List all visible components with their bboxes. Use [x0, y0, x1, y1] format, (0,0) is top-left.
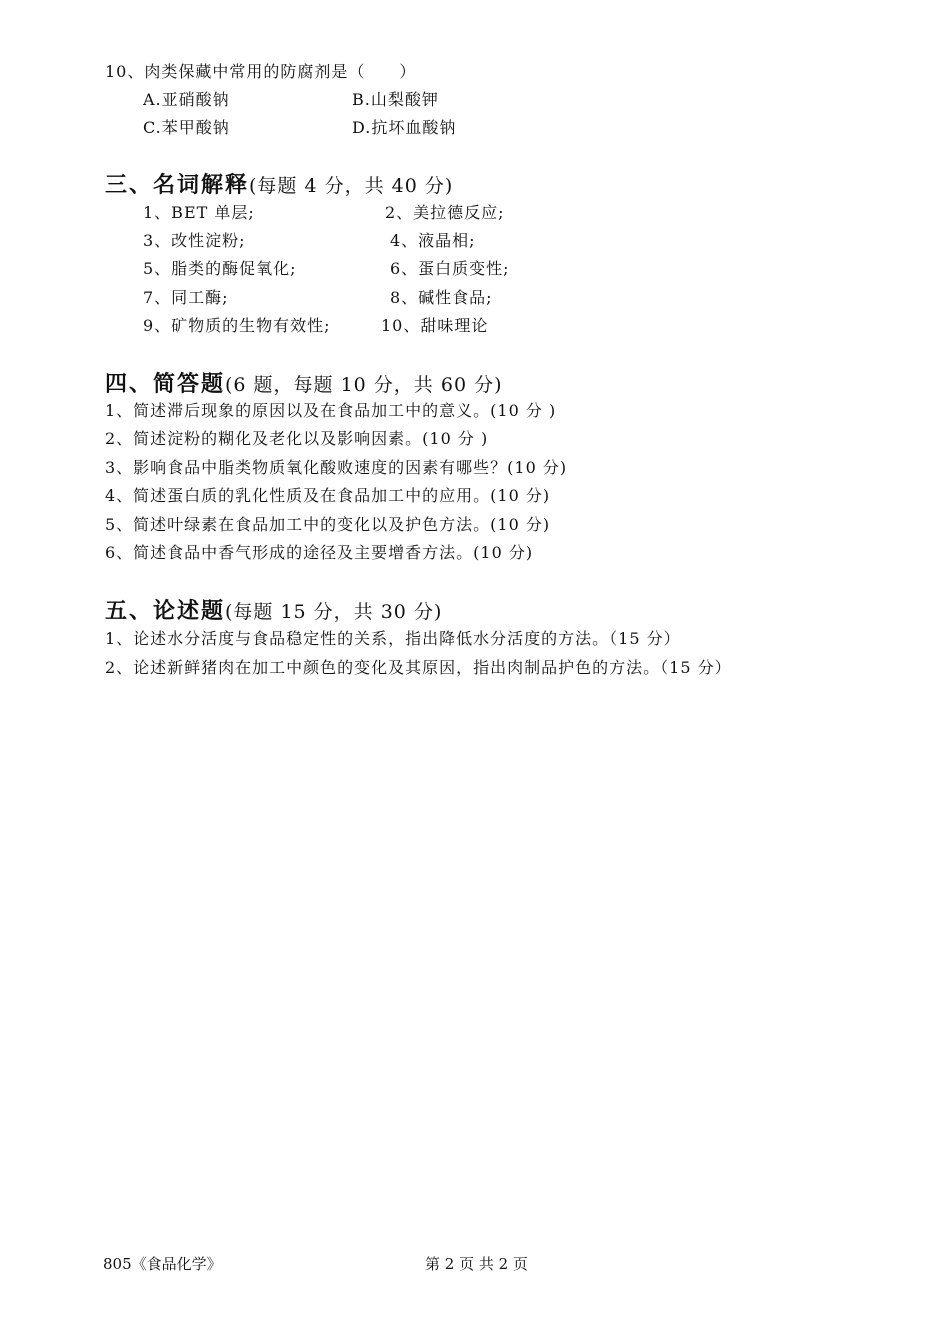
q10-option-a: A.亚硝酸钠: [143, 90, 230, 109]
short-question-5: 5、简述叶绿素在食品加工中的变化以及护色方法。(10 分): [105, 515, 551, 534]
term-4: 4、液晶相;: [390, 231, 476, 250]
short-question-1: 1、简述滞后现象的原因以及在食品加工中的意义。(10 分 ): [105, 401, 557, 420]
short-question-6: 6、简述食品中香气形成的途径及主要增香方法。(10 分): [105, 543, 534, 562]
section-5-title: 五、论述题: [105, 598, 226, 624]
q10-option-b: B.山梨酸钾: [352, 90, 439, 109]
term-1: 1、BET 单层;: [143, 203, 255, 222]
section-4-heading: [105, 369, 502, 401]
term-3: 3、改性淀粉;: [143, 231, 246, 250]
term-6: 6、蛋白质变性;: [390, 259, 510, 278]
term-5: 5、脂类的酶促氧化;: [143, 259, 297, 278]
short-question-4: 4、简述蛋白质的乳化性质及在食品加工中的应用。(10 分): [105, 486, 551, 505]
q10-option-c: C.苯甲酸钠: [143, 118, 230, 137]
section-3-heading: [105, 170, 453, 202]
term-8: 8、碱性食品;: [390, 288, 493, 307]
section-4-score: (6 题，每题 10 分，共 60 分): [225, 374, 503, 396]
footer-course: 805《食品化学》: [103, 1255, 222, 1273]
essay-question-2: 2、论述新鲜猪肉在加工中颜色的变化及其原因，指出肉制品护色的方法。（15 分）: [105, 658, 732, 677]
term-7: 7、同工酶;: [143, 288, 229, 307]
term-10: 10、甜味理论: [381, 316, 489, 335]
question-10-stem: 10、肉类保藏中常用的防腐剂是（ ）: [105, 62, 417, 81]
essay-question-1: 1、论述水分活度与食品稳定性的关系，指出降低水分活度的方法。（15 分）: [105, 629, 681, 648]
section-5-score: (每题 15 分，共 30 分): [225, 601, 443, 623]
section-3-score: (每题 4 分，共 40 分): [249, 175, 454, 197]
section-5-heading: [105, 596, 442, 628]
footer-page-number: 第 2 页 共 2 页: [425, 1255, 528, 1273]
section-3-title: 三、名词解释: [105, 172, 250, 198]
short-question-2: 2、简述淀粉的糊化及老化以及影响因素。(10 分 ): [105, 429, 489, 448]
q10-option-d: D.抗坏血酸钠: [352, 118, 457, 137]
short-question-3: 3、影响食品中脂类物质氧化酸败速度的因素有哪些？(10 分): [105, 458, 568, 477]
term-9: 9、矿物质的生物有效性;: [143, 316, 331, 335]
section-4-title: 四、简答题: [105, 371, 226, 397]
term-2: 2、美拉德反应;: [385, 203, 505, 222]
